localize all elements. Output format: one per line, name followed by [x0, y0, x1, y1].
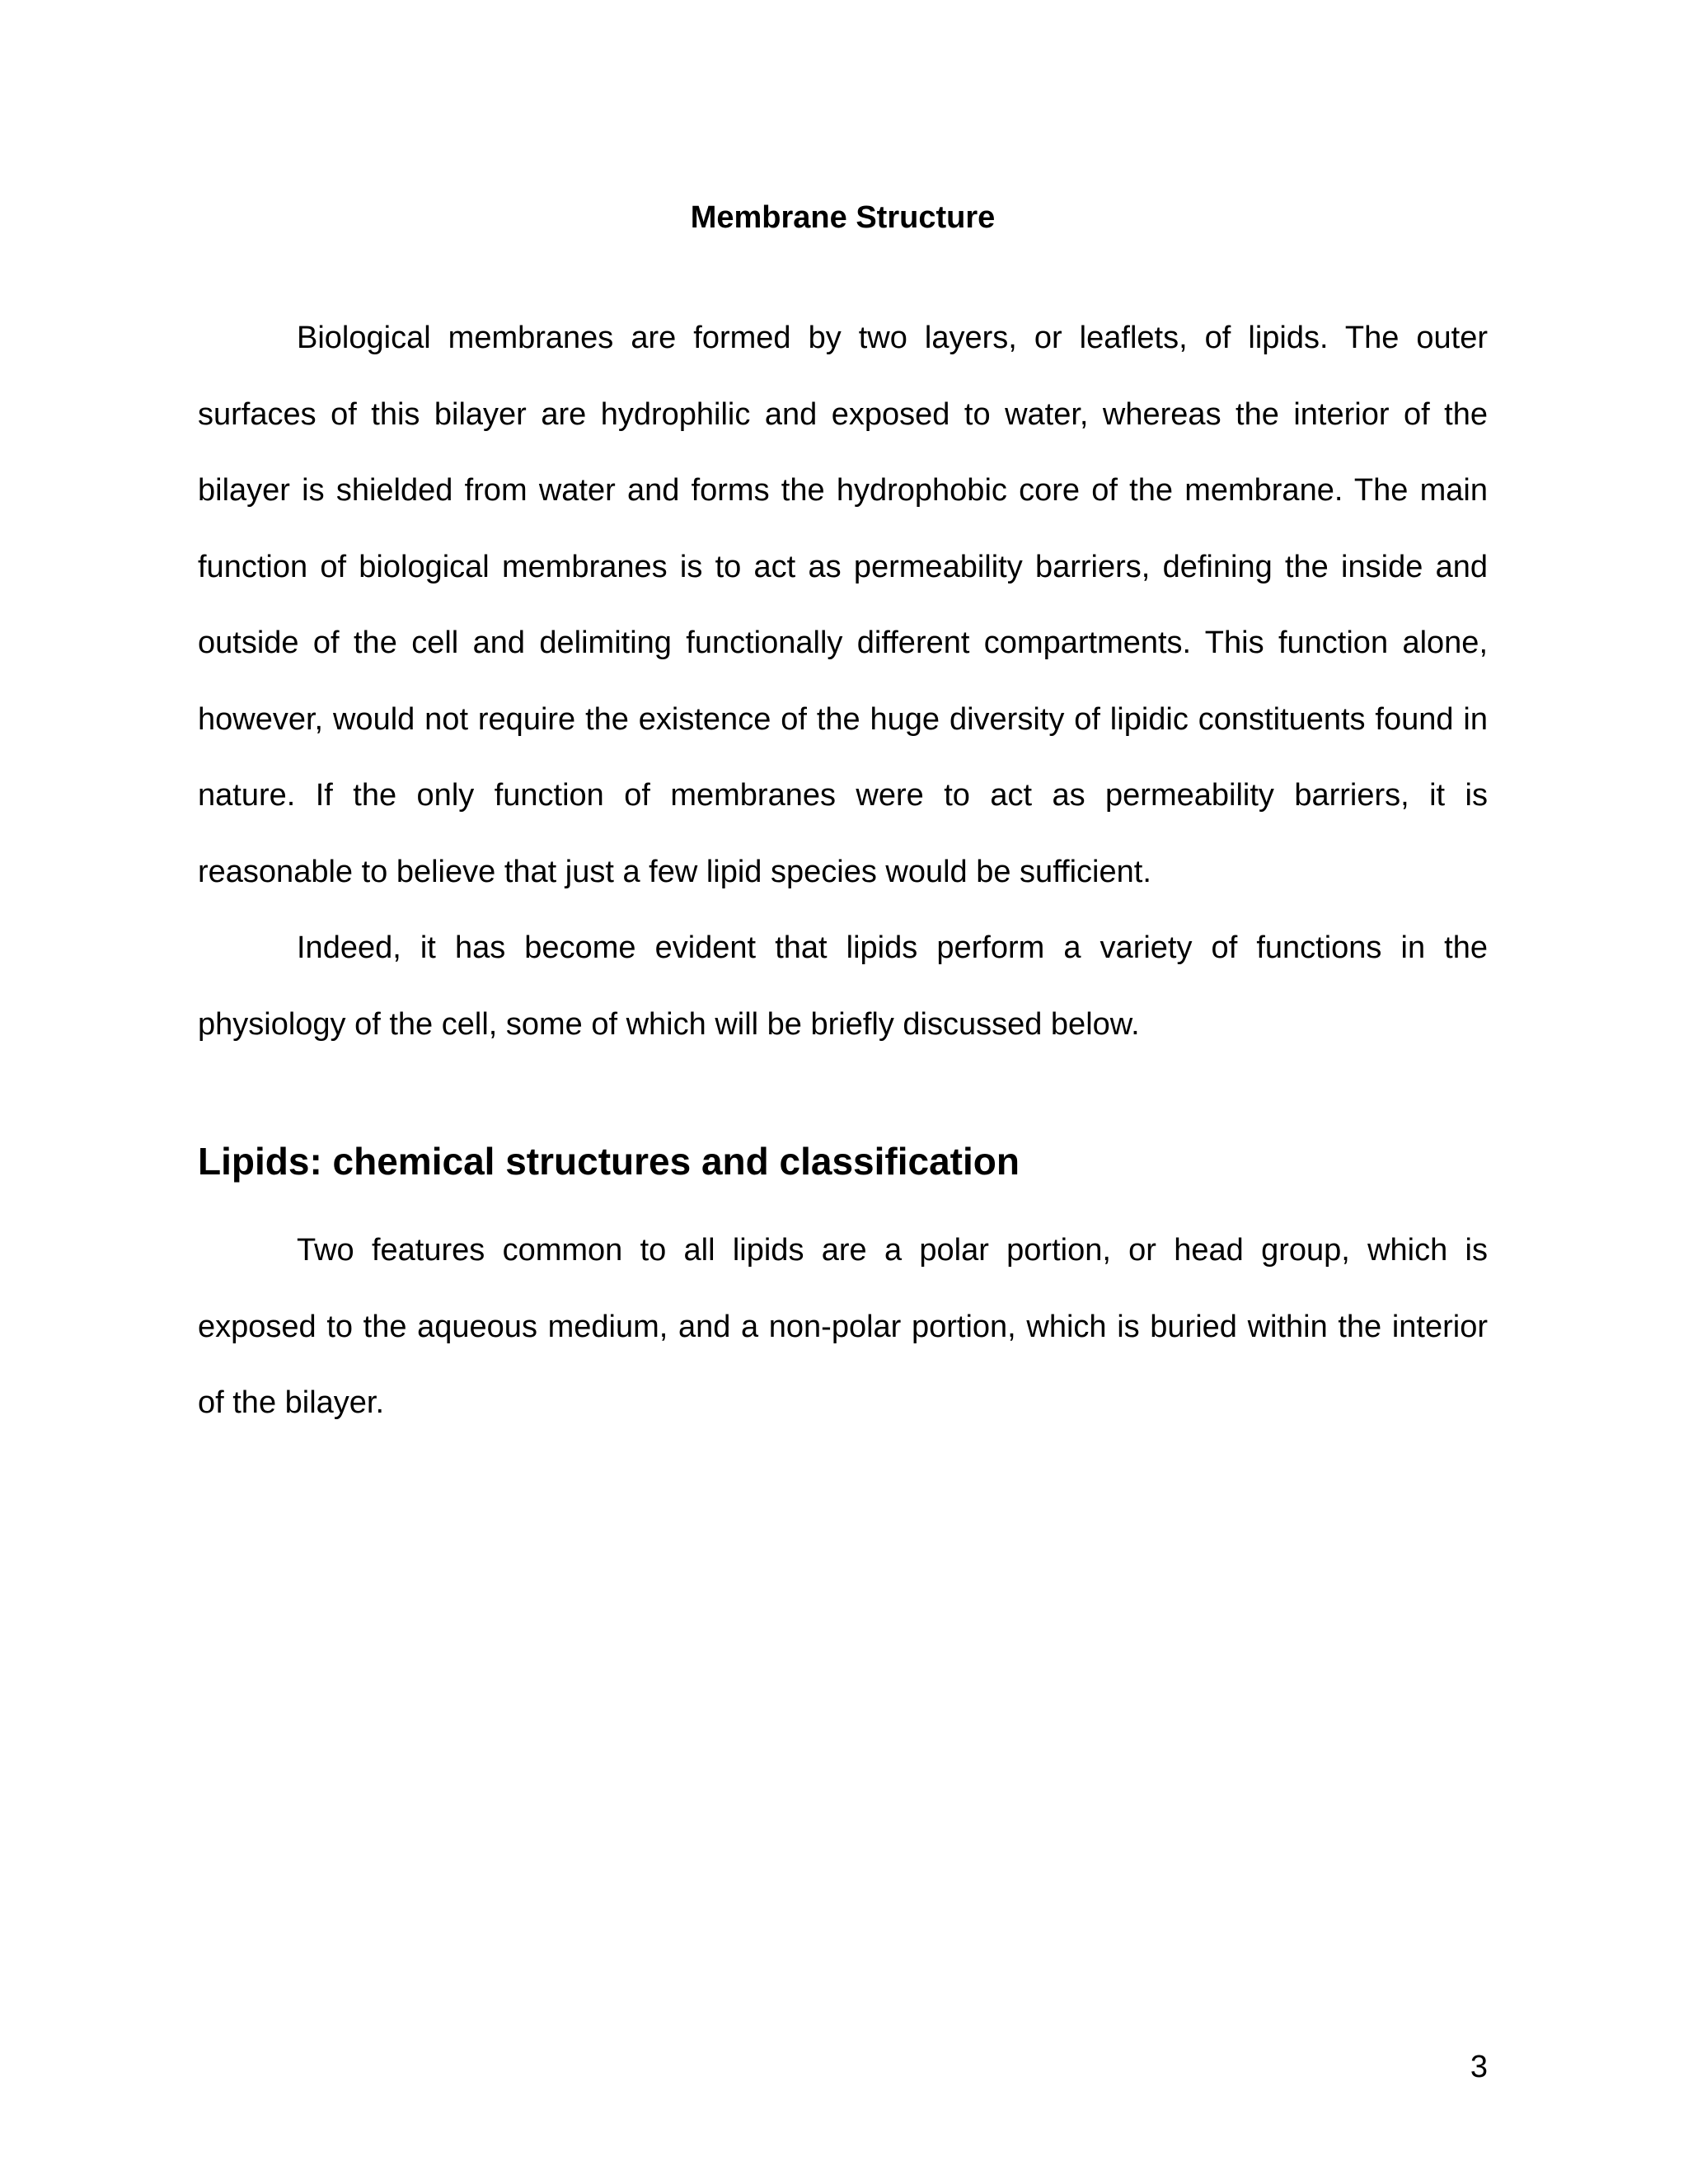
paragraph-lipid-features: Two features common to all lipids are a polar portion, or head group, which is exposed to the aqueous medium, and a non-polar portion, which is buried within the interior of the bilayer.	[198, 1233, 1488, 1420]
spacer	[198, 1062, 1488, 1135]
spacer	[198, 1188, 1488, 1212]
page-content	[198, 191, 1488, 1441]
section-heading-lipids: Lipids: chemical structures and classification	[198, 1140, 1020, 1183]
paragraph-membranes-intro: Biological membranes are formed by two layers, or leaflets, of lipids. The outer surfaces of this bilayer are hydrophilic and exposed to water, whereas the interior of the bilayer is shielded from water and forms the hydrophobic core of the membrane. The main function of biological membranes is to act as permeability barriers, defining the inside and outside of the cell and delimiting functionally different compartments. This function alone, however, would not require the existence of the huge diversity of lipidic constituents found in nature. If the only function of membranes were to act as permeability barriers, it is reasonable to believe that just a few lipid species would be sufficient.	[198, 321, 1488, 889]
paragraph-lipid-functions: Indeed, it has become evident that lipids perform a variety of functions in the physiology of the cell, some of which will be briefly discussed below.	[198, 930, 1488, 1042]
document-title: Membrane Structure	[690, 200, 996, 235]
page-number: 3	[1470, 2050, 1488, 2084]
spacer	[198, 244, 1488, 300]
